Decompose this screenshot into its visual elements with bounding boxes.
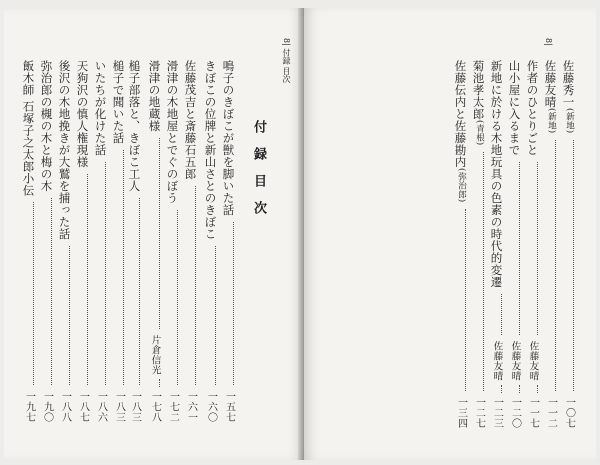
toc-entry-title: 佐藤友晴 xyxy=(543,60,558,108)
toc-entry xyxy=(112,60,124,422)
toc-entry-title: きぼこの位牌と新山さとのきぼこ xyxy=(203,60,218,240)
toc-entry xyxy=(58,60,70,422)
toc-entry-title: 滑津の地蔵様 xyxy=(147,60,162,132)
toc-entry-page: 一一二 xyxy=(545,396,557,428)
dot-leader xyxy=(513,162,520,335)
toc-entry xyxy=(76,60,88,422)
right-page xyxy=(304,8,596,460)
toc-entry xyxy=(490,60,502,428)
toc-entry xyxy=(166,60,178,422)
dot-leader xyxy=(495,294,502,335)
toc-entry xyxy=(40,60,52,422)
toc-entry-title: 後沢の木地挽きが大鷲を捕った話 xyxy=(57,60,72,240)
dot-leader xyxy=(117,150,124,385)
dot-leader xyxy=(513,385,520,393)
dot-leader xyxy=(45,198,52,385)
section-title: 付録目次 xyxy=(251,120,266,228)
toc-entry-page: 一八七 xyxy=(77,390,89,422)
toc-entry-author: 佐藤友晴 xyxy=(527,340,539,381)
toc-entry-title: 山小屋に入るまで xyxy=(507,60,522,156)
toc-entry-author: 片倉信光 xyxy=(149,334,161,375)
toc-entry-page: 一二〇 xyxy=(509,396,521,428)
toc-entry-author: 佐藤友晴 xyxy=(509,340,521,381)
left-page xyxy=(4,8,304,460)
dot-leader xyxy=(133,198,140,385)
toc-entry-page: 一六〇 xyxy=(205,390,217,422)
toc-entry-page: 一五七 xyxy=(223,390,235,422)
toc-entry-page: 一二三 xyxy=(491,396,503,428)
toc-entry-title: 飯木師 石塚子之太郎小伝 xyxy=(21,60,36,197)
toc-entry-title: 佐藤秀一 xyxy=(561,60,576,108)
dot-leader xyxy=(495,385,502,393)
toc-entry-page: 一九七 xyxy=(23,390,35,422)
toc-entry-title: 菊池孝太郎 xyxy=(471,60,486,120)
toc-entry-page: 一八八 xyxy=(59,390,71,422)
toc-entry-page: 一八三 xyxy=(113,390,125,422)
toc-entry xyxy=(508,60,520,428)
open-book xyxy=(4,8,596,460)
dot-leader xyxy=(549,140,556,391)
toc-entry-author: 佐藤友晴 xyxy=(491,340,503,381)
dot-leader xyxy=(209,246,216,385)
dot-leader xyxy=(99,162,106,385)
toc-entry xyxy=(94,60,106,422)
toc-entry-page: 一九〇 xyxy=(41,390,53,422)
toc-entry-title: 天狗沢の慎人権現様 xyxy=(75,60,90,168)
toc-entry-title: いたちが化けた話 xyxy=(93,60,108,156)
dot-leader xyxy=(189,186,196,385)
toc-entry xyxy=(222,60,234,422)
toc-entry-title: 槌子部落と、きぼこ工人 xyxy=(127,60,142,192)
toc-entry-location: (弥治郎) xyxy=(456,168,467,203)
toc-entry-title: 作者のひとりごと xyxy=(525,60,540,156)
toc-entry xyxy=(544,60,556,428)
toc-entry-page: 一三四 xyxy=(455,396,467,428)
toc-entry-title: 槌子で聞いた話 xyxy=(111,60,126,144)
dot-leader xyxy=(27,202,34,384)
toc-entry xyxy=(454,60,466,428)
toc-entry-title: 佐藤伝内と佐藤勘内 xyxy=(453,60,468,168)
toc-entry-page: 一二七 xyxy=(473,396,485,428)
toc-entry xyxy=(184,60,196,422)
dot-leader xyxy=(63,246,70,385)
right-page-header: 8| xyxy=(544,38,553,46)
toc-entry-page: 一八六 xyxy=(95,390,107,422)
toc-entry xyxy=(526,60,538,428)
toc-entry-title: 弥治郎の槻の木と梅の木 xyxy=(39,60,54,192)
toc-entry-page: 一〇七 xyxy=(563,396,575,428)
toc-entry xyxy=(562,60,574,428)
toc-entry-location: (青根) xyxy=(474,120,485,146)
toc-entry xyxy=(128,60,140,422)
toc-entry xyxy=(472,60,484,428)
dot-leader xyxy=(531,385,538,393)
dot-leader xyxy=(81,174,88,385)
toc-entry-page: 一八三 xyxy=(129,390,141,422)
toc-entry xyxy=(148,60,160,422)
dot-leader xyxy=(459,209,466,391)
toc-entry xyxy=(204,60,216,422)
dot-leader xyxy=(567,140,574,391)
dot-leader xyxy=(153,138,160,329)
toc-entry-title: 鳴子のきぼこが獣を脚いた話 xyxy=(221,60,236,216)
dot-leader xyxy=(227,222,234,385)
dot-leader xyxy=(477,152,484,391)
toc-entry xyxy=(22,60,34,422)
toc-entry-page: 一六一 xyxy=(185,390,197,422)
toc-entry-location: (新地) xyxy=(564,108,575,134)
toc-entry-title: 滑津の木地屋とでぐのぼう xyxy=(165,60,180,204)
dot-leader xyxy=(171,210,178,385)
toc-entry-location: (新地) xyxy=(546,108,557,134)
toc-entry-page: 一一七 xyxy=(527,396,539,428)
toc-entry-page: 一七八 xyxy=(149,390,161,422)
toc-entry-title: 新地に於ける木地玩具の色素の時代的変遷 xyxy=(489,60,504,288)
toc-entry-page: 一七二 xyxy=(167,390,179,422)
toc-entry-title: 佐藤茂吉と斎藤石五郎 xyxy=(183,60,198,180)
dot-leader xyxy=(531,162,538,335)
dot-leader xyxy=(153,379,160,387)
left-page-header: 8| 付録 目次 xyxy=(282,38,291,83)
